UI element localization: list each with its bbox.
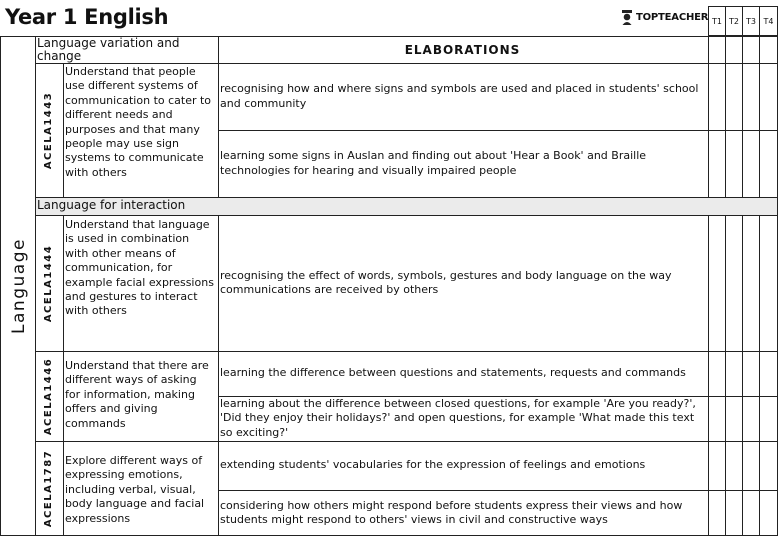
teacher-logo-icon [621, 9, 633, 25]
term-header-3: T3 [742, 6, 760, 36]
outcome-description: Understand that there are different ways of asking for information, making offers and giving commands [65, 359, 209, 430]
outcome-description: Understand that people use different systems of communication to cater to different needs and purposes and that many people may use sign systems to communicate with others [65, 65, 212, 179]
elaboration-item: extending students' vocabularies for the expression of feelings and emotions [220, 458, 646, 472]
elaboration-item: recognising the effect of words, symbols, gestures and body language on the way communications are received by others [220, 268, 672, 296]
outcome-description: Explore different ways of expressing emotions, including verbal, visual, body language and facial expressions [65, 454, 205, 525]
outcome-code: ACELA1446 [43, 357, 55, 435]
elaboration-item: recognising how and where signs and symbols are used and placed in students' school and community [220, 82, 699, 110]
elaboration-item: learning some signs in Auslan and finding out about 'Hear a Book' and Braille technologies for hearing and visually impaired people [220, 149, 647, 177]
elaboration-item: considering how others might respond before students express their views and how students might respond to others' views in civil and constructive ways [220, 498, 683, 526]
outcome-code: ACELA1787 [43, 449, 55, 527]
section-heading: Language variation and change [37, 36, 180, 63]
outcome-code: ACELA1443 [43, 91, 55, 169]
logo [621, 7, 708, 27]
outcome-code: ACELA1444 [43, 244, 55, 322]
elaboration-item: learning about the difference between closed questions, for example 'Are you ready?', 'Did they enjoy their holidays?' and open questions, for example 'What made this text so exciting?' [220, 396, 696, 439]
strand-text: Language [9, 238, 29, 334]
term-header-1: T1 [708, 6, 726, 36]
section-heading: Language for interaction [37, 198, 186, 212]
logo-text: TOPTEACHER [636, 11, 709, 23]
page-title: Year 1 English [5, 5, 169, 29]
term-header-4: T4 [759, 6, 778, 36]
elaborations-heading: ELABORATIONS [404, 42, 521, 57]
term-header-2: T2 [725, 6, 743, 36]
strand-label [6, 36, 32, 536]
elaboration-item: learning the difference between questions and statements, requests and commands [220, 366, 686, 380]
outcome-description: Understand that language is used in combination with other means of communication, for example facial expressions and gestures to interact with others [65, 218, 214, 318]
